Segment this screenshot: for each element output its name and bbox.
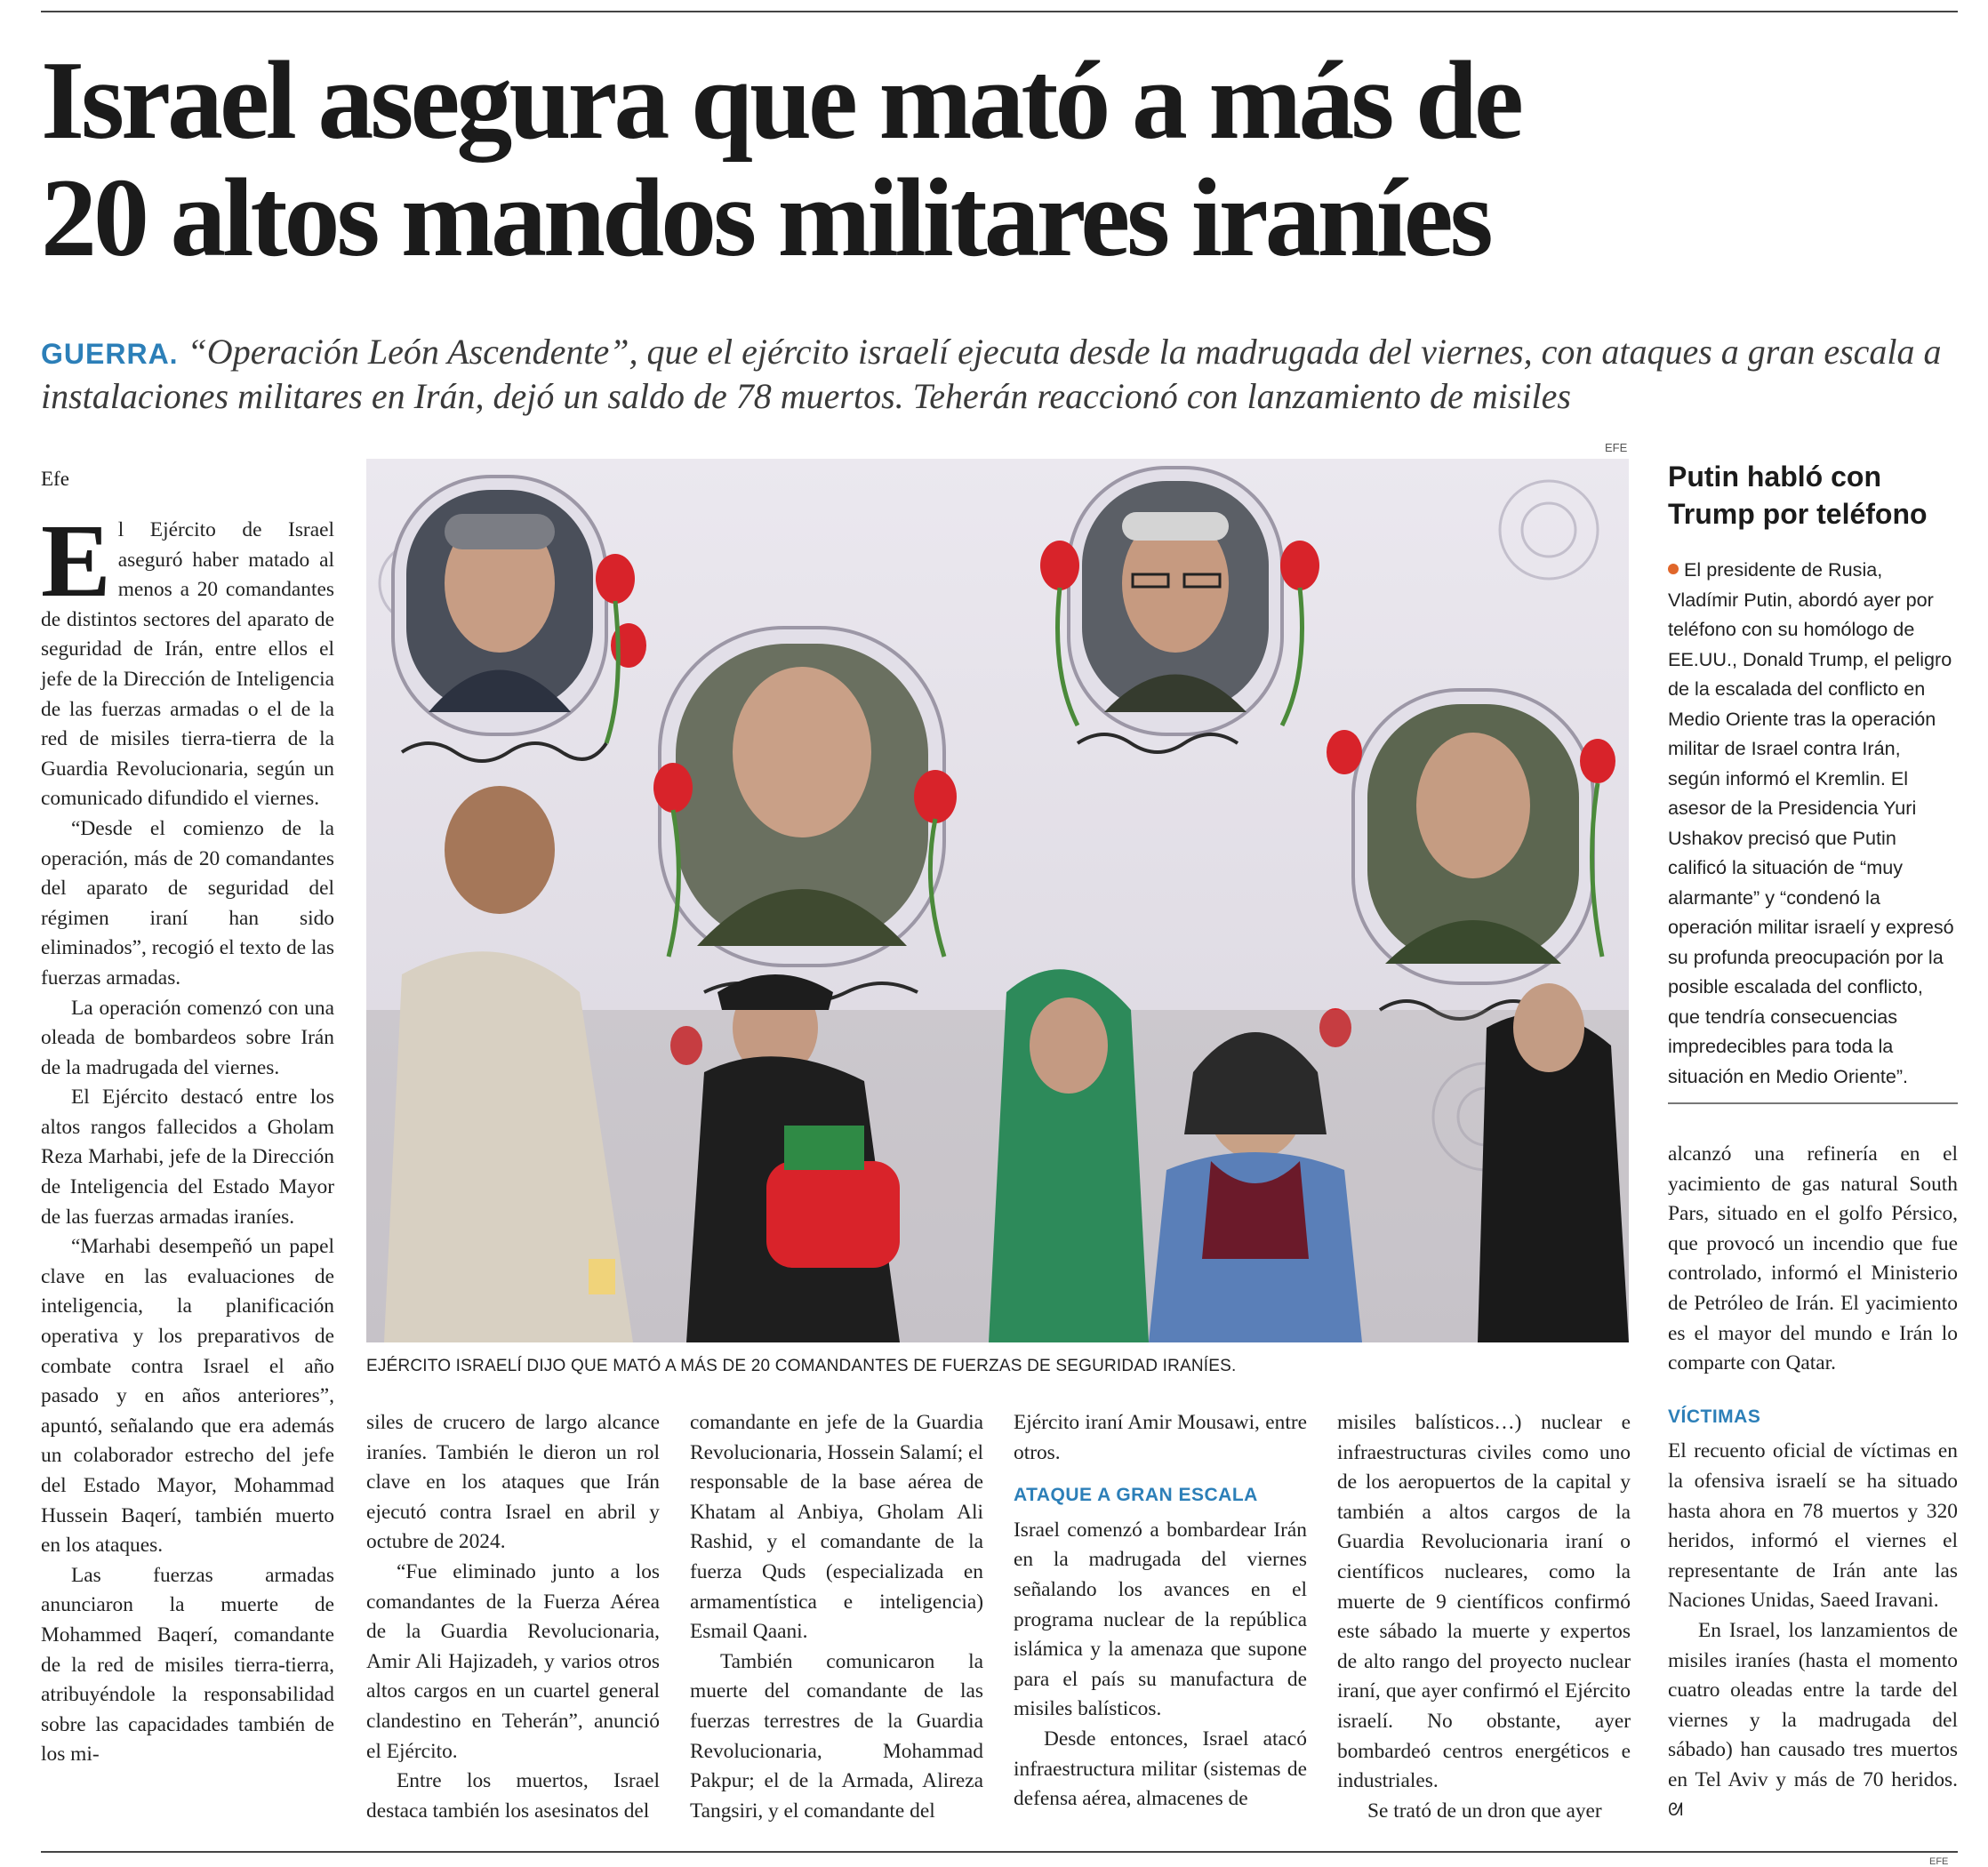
news-photo [366,459,1629,1342]
byline: Efe [41,468,69,490]
headline [41,39,1819,280]
article-column-2 [366,1408,660,1826]
portrait-frame-right [1353,690,1593,983]
sidebar-body: El presidente de Rusia, Vladímir Putin, abordó ayer por teléfono con su homólogo de EE.UU., Donald Trump, el peligro de la escalada del conflicto en Medio Oriente tras la operación militar de Israel contra Irán, según informó el Kremlin. El asesor de la Presidencia Yuri Ushakov precisó que Putin calificó la situación de “muy alarmante” y “condenó la operación militar israelí y expresó su profunda preocupación por la posible escalada del conflicto, que tendría consecuencias impredecibles para toda la situación en Medio Oriente”. [1668,558,1954,1087]
deck-tag: GUERRA. [41,338,179,370]
subhead-victimas: VÍCTIMAS [1668,1406,1761,1427]
paragraph: “Fue eliminado junto a los comandantes de la Fuerza Aérea de la Guardia Revolucionaria, Amir Ali Hajizadeh, y varios otros altos cargos en un cuartel general clandestino en Teherán”, anunció el Ejército. [366,1559,660,1763]
footer-credit: EFE [1929,1856,1949,1867]
paragraph: El Ejército destacó entre los altos rangos fallecidos a Gholam Reza Marhabi, jefe de la Dirección de Inteligencia del Estado Mayor de las fuerzas armadas iraníes. [41,1086,334,1229]
portrait-frame-top-right [1069,468,1282,734]
deck-text: “Operación León Ascendente”, que el ejército israelí ejecuta desde la madrugada del viernes, con ataques a gran escala a instalaciones militares en Irán, dejó un saldo de 78 muertos. Teherán reaccionó con lanzamiento de misiles [41,332,1942,416]
photo-illustration [366,459,1629,1342]
article-column-5 [1337,1408,1631,1826]
paragraph: El recuento oficial de víctimas en la ofensiva israelí se ha situado hasta ahora en 78 muertos y 320 heridos, informó el viernes el representante de Irán ante las Naciones Unidas, Saeed Iravani. [1668,1439,1958,1613]
paragraph: Las fuerzas armadas anunciaron la muerte de Mohammed Baqerí, comandante de la red de misiles tierra-tierra, atribuyéndole la responsabilidad sobre las capacidades también de los mi- [41,1563,334,1767]
headline-line-1: Israel asegura que mató a más de [41,39,1520,163]
article-column-3 [690,1408,983,1826]
paragraph: En Israel, los lanzamientos de misiles iraníes (hasta el momento cuatro oleadas entre la tarde del viernes y la madrugada del sábado) han causado tres muertos en Tel Aviv y más de 70 heridos. ᘛ [1668,1618,1958,1821]
photo-caption: EJÉRCITO ISRAELÍ DIJO QUE MATÓ A MÁS DE 20 COMANDANTES DE FUERZAS DE SEGURIDAD IRANÍES. [366,1357,1237,1375]
drop-cap: E [41,502,111,619]
paragraph: misiles balísticos…) nuclear e infraestructuras civiles como uno de los aeropuertos de la capital y también a altos cargos de la Guardia Revolucionaria iraní o científicos nucleares, como la muerte de 9 científicos confirmó este sábado la muerte y expertos de alto rango del proyecto nuclear iraní, que ayer confirmó el Ejército israelí. No obstante, ayer bombardeó centros energéticos e industriales. [1337,1411,1631,1793]
sidebar-title: Putin habló con Trump por teléfono [1668,461,1928,530]
article-column-1 [41,502,334,1770]
sidebar-divider [1668,1102,1958,1104]
paragraph: siles de crucero de largo alcance iraníes. También le dieron un rol clave en los ataques que Irán ejecutó contra Israel en abril y octubre de 2024. [366,1411,660,1554]
paragraph: “Desde el comienzo de la operación, más de 20 comandantes del aparato de seguridad del régimen iraní han sido eliminados”, recogió el texto de las fuerzas armadas. [41,816,334,990]
paragraph: comandante en jefe de la Guardia Revolucionaria, Hossein Salamí; el responsable de la base aérea de Khatam al Anbiya, Gholam Ali Rashid, y el comandante de la fuerza Quds (especializada en armamentística e inteligencia) Esmail Qaani. [690,1411,983,1644]
paragraph: El Ejército de Israel aseguró haber matado al menos a 20 comandantes de distintos sectores del aparato de seguridad de Irán, entre ellos el jefe de la Dirección de Inteligencia de las fuerzas armadas o el de la red de misiles tierra-tierra de la Guardia Revolucionaria, según un comunicado difundido el viernes. [41,502,334,811]
paragraph: Desde entonces, Israel atacó infraestructura militar (sistemas de defensa aérea, almacenes de [1014,1727,1307,1811]
paragraph: “Marhabi desempeñó un papel clave en las evaluaciones de inteligencia, la planificación operativa y los preparativos de combate contra Israel el año pasado y en años anteriores”, apuntó, señalando que era además un colaborador estrecho del jefe del Estado Mayor, Mohammad Hussein Baqerí, también muerto en los ataques. [41,1235,334,1558]
photo-credit: EFE [1605,441,1628,454]
subhead-ataque: ATAQUE A GRAN ESCALA [1014,1485,1258,1506]
headline-line-2: 20 altos mandos militares iraníes [41,156,1490,280]
paragraph: Entre los muertos, Israel destaca también los asesinatos del [366,1769,660,1823]
paragraph: Ejército iraní Amir Mousawi, entre otros. [1014,1411,1307,1464]
paragraph: Se trató de un dron que ayer [1367,1799,1602,1823]
end-mark-icon: ᘛ [1668,1799,1684,1821]
paragraph: alcanzó una refinería en el yacimiento de gas natural South Pars, situado en el golfo Pérsico, que provocó un incendio que fue controlado, informó el Ministerio de Petróleo de Irán. El yacimiento es el mayor del mundo e Irán lo comparte con Qatar. [1668,1142,1958,1375]
portrait-frame-top-left [393,477,606,734]
article-column-6 [1668,1140,1958,1825]
deck [41,331,1952,418]
paragraph: También comunicaron la muerte del comandante de las fuerzas terrestres de la Guardia Revolucionaria, Mohammad Pakpur; el de la Armada, Alireza Tangsiri, y el comandante del [690,1649,983,1823]
paragraph: La operación comenzó con una oleada de bombardeos sobre Irán de la madrugada del viernes. [41,996,334,1079]
bottom-rule [41,1851,1958,1853]
article-column-4 [1014,1408,1307,1815]
bullet-dot-icon [1668,564,1679,574]
paragraph: Israel comenzó a bombardear Irán en la madrugada del viernes señalando los avances en el programa nuclear de la república islámica y la amenaza que supone para el país su manufactura de misiles balísticos. [1014,1518,1307,1721]
portrait-frame-center [660,628,944,966]
top-rule [41,11,1958,12]
